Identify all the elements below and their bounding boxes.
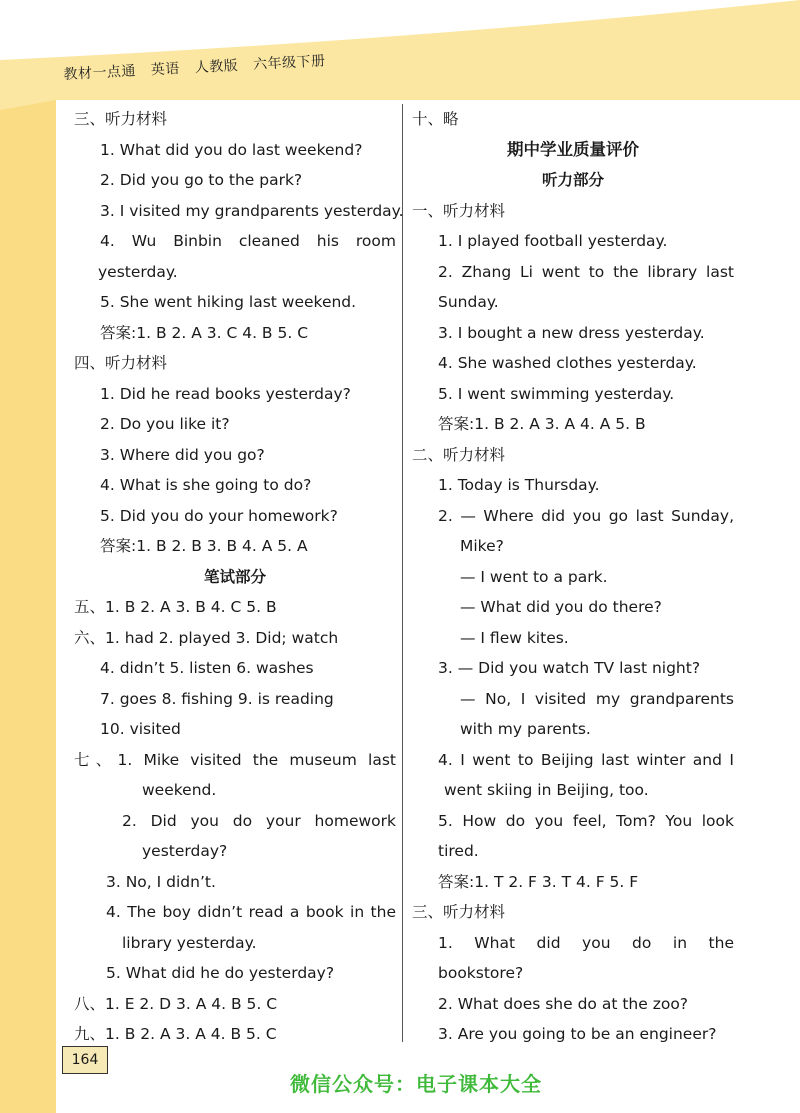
- answer-line: 答案:1. T 2. F 3. T 4. F 5. F: [438, 872, 639, 891]
- list-item: 3. I visited my grandparents yesterday.: [100, 201, 404, 220]
- list-item: 3. Are you going to be an engineer?: [438, 1025, 717, 1043]
- answer-line: 10. visited: [100, 720, 181, 738]
- left-column: [74, 104, 404, 1050]
- dialogue-line: — What did you do there?: [460, 598, 662, 616]
- section-title: 一、听力材料: [412, 201, 506, 220]
- dialogue-line: — I flew kites.: [460, 628, 569, 647]
- list-item: 1. What did you do last weekend?: [100, 140, 363, 159]
- answer-line: 4. The boy didn’t read a book in the: [106, 903, 396, 921]
- answer-line: 4. didn’t 5. listen 6. washes: [100, 659, 314, 677]
- list-item: 2. Zhang Li went to the library last: [438, 262, 734, 281]
- list-item: 5. She went hiking last weekend.: [100, 293, 357, 311]
- list-item: 1. I played football yesterday.: [438, 232, 668, 250]
- list-item: 2. What does she do at the zoo?: [438, 994, 689, 1013]
- dialogue-line: — No, I visited my grandparents: [460, 689, 734, 708]
- answer-continuation: weekend.: [142, 781, 217, 799]
- section-title: 四、听力材料: [74, 354, 168, 372]
- book-title: 教材一点通: [63, 63, 137, 84]
- list-item: 1. Did he read books yesterday?: [100, 384, 351, 403]
- list-item: 4. Wu Binbin cleaned his room: [100, 232, 396, 250]
- column-divider: [402, 104, 403, 1042]
- written-section-heading: 笔试部分: [203, 567, 266, 586]
- answer-line: 八、1. E 2. D 3. A 4. B 5. C: [74, 994, 278, 1013]
- list-item: 2. Do you like it?: [100, 415, 230, 433]
- answer-line: 七、1. Mike visited the museum last: [74, 750, 396, 769]
- list-item: 4. What is she going to do?: [100, 476, 312, 494]
- section-title: 三、听力材料: [412, 903, 506, 921]
- dialogue-line: with my parents.: [460, 720, 591, 738]
- list-item: 3. Where did you go?: [100, 445, 265, 464]
- list-item: 2. Did you go to the park?: [100, 171, 303, 189]
- answer-line: 五、1. B 2. A 3. B 4. C 5. B: [74, 598, 277, 616]
- list-item-continuation: bookstore?: [438, 964, 524, 982]
- answer-continuation: yesterday?: [142, 842, 228, 860]
- page-number: 164: [62, 1046, 108, 1074]
- answer-line: 九、1. B 2. A 3. A 4. B 5. C: [74, 1025, 277, 1043]
- list-item: 4. I went to Beijing last winter and I: [438, 750, 734, 769]
- answer-line: 3. No, I didn’t.: [106, 872, 216, 891]
- list-item: 1. What did you do in the: [438, 933, 734, 952]
- grade-label: 六年级下册: [252, 53, 326, 74]
- list-item: 3. — Did you watch TV last night?: [438, 659, 701, 677]
- listening-heading: 听力部分: [541, 171, 604, 189]
- list-item-continuation: tired.: [438, 842, 479, 860]
- section-title: 十、略: [412, 110, 459, 128]
- list-item-continuation: yesterday.: [98, 262, 178, 281]
- answer-line: 答案:1. B 2. A 3. A 4. A 5. B: [438, 415, 646, 433]
- midterm-title: 期中学业质量评价: [507, 139, 639, 159]
- section-title: 二、听力材料: [412, 445, 506, 464]
- answer-line: 答案:1. B 2. B 3. B 4. A 5. A: [100, 537, 308, 555]
- answer-continuation: library yesterday.: [122, 933, 257, 952]
- watermark-text: 微信公众号：电子课本大全: [290, 1072, 542, 1096]
- subject-label: 英语: [150, 60, 181, 79]
- list-item-continuation: went skiing in Beijing, too.: [444, 781, 649, 799]
- answer-line: 7. goes 8. fishing 9. is reading: [100, 689, 334, 708]
- list-item: 5. Did you do your homework?: [100, 506, 338, 525]
- answer-line: 六、1. had 2. played 3. Did; watch: [74, 628, 339, 647]
- edition-label: 人教版: [194, 57, 239, 77]
- right-column: [412, 104, 734, 1050]
- answer-line: 答案:1. B 2. A 3. C 4. B 5. C: [100, 323, 309, 342]
- list-item: 5. How do you feel, Tom? You look: [438, 811, 734, 830]
- dialogue-line: — I went to a park.: [460, 567, 608, 586]
- dialogue-line: Mike?: [460, 537, 504, 555]
- list-item: 2. — Where did you go last Sunday,: [438, 506, 734, 525]
- section-title: 三、听力材料: [74, 110, 168, 128]
- list-item: 4. She washed clothes yesterday.: [438, 354, 697, 372]
- list-item: 5. I went swimming yesterday.: [438, 384, 675, 403]
- answer-line: 5. What did he do yesterday?: [106, 964, 335, 982]
- answer-line: 2. Did you do your homework: [122, 811, 396, 830]
- list-item: 3. I bought a new dress yesterday.: [438, 323, 705, 342]
- list-item-continuation: Sunday.: [438, 293, 499, 311]
- list-item: 1. Today is Thursday.: [438, 476, 600, 494]
